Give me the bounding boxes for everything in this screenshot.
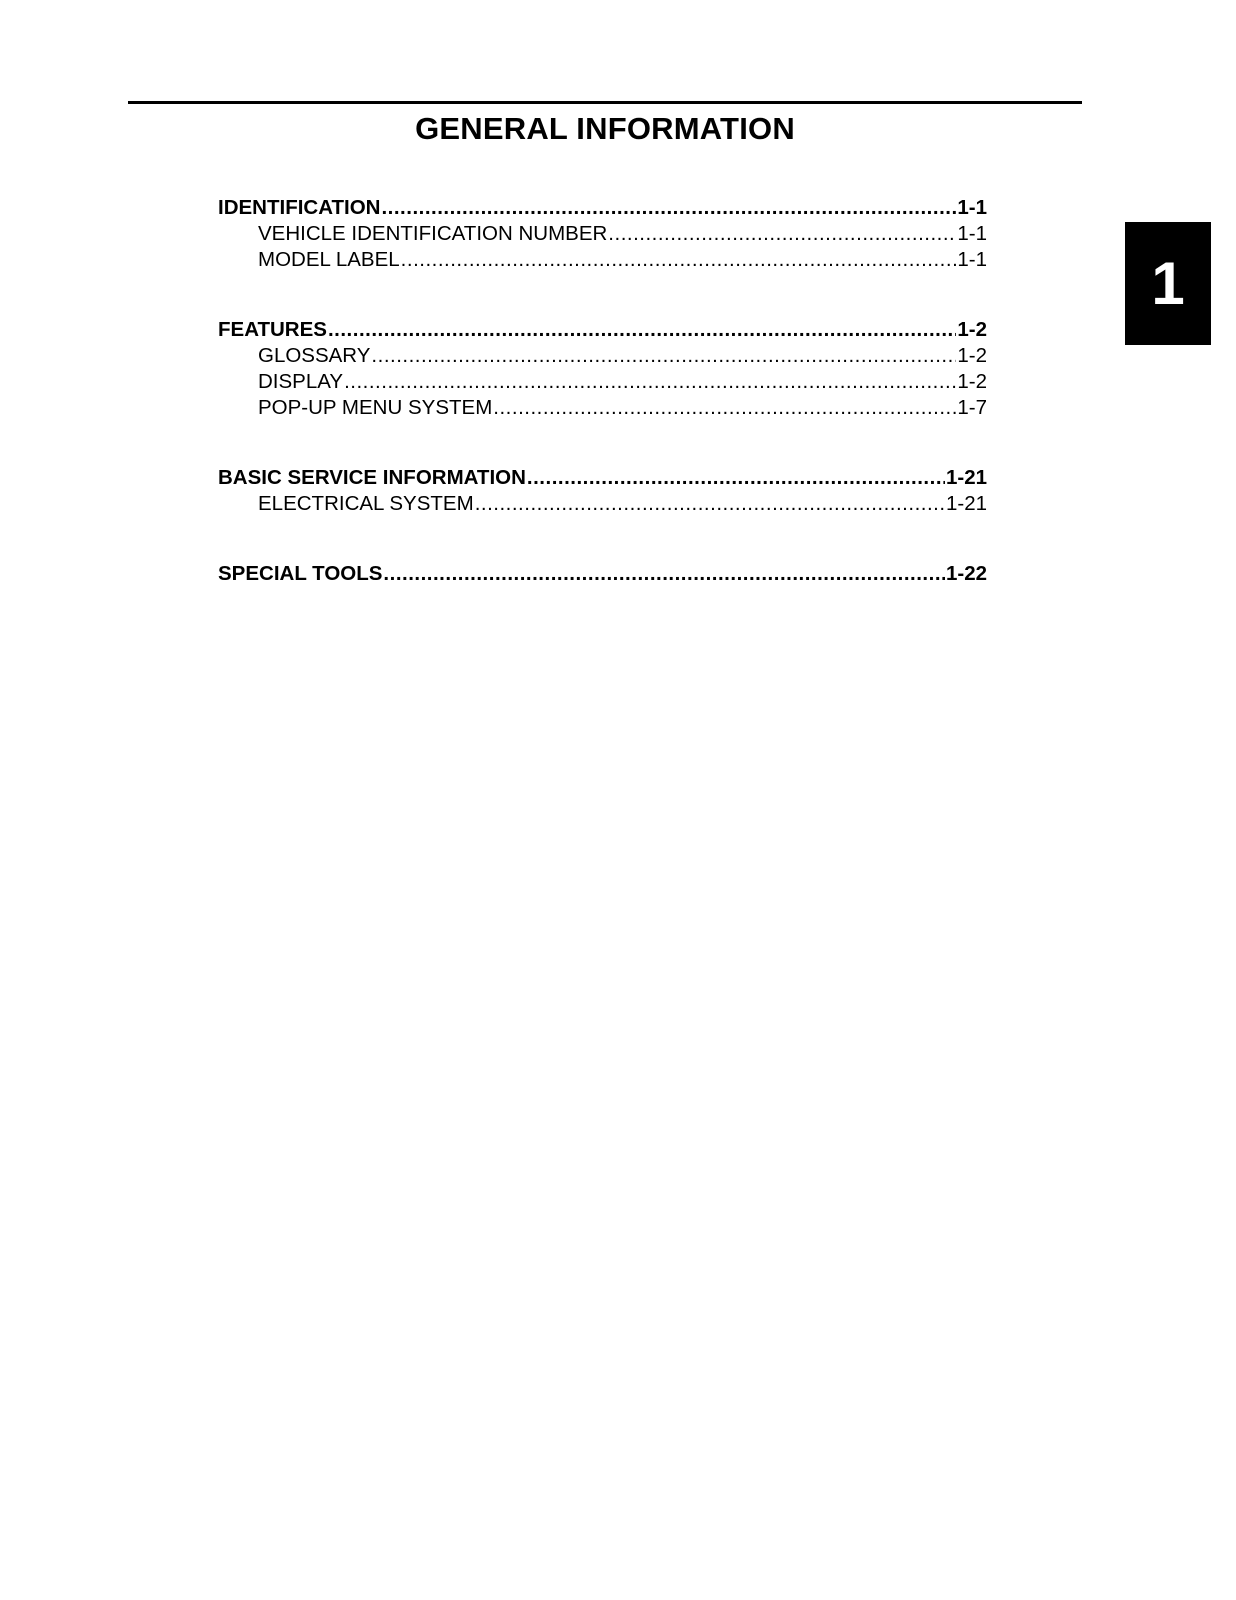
- toc-section-special-tools: [218, 561, 987, 587]
- dot-leader: [401, 247, 957, 273]
- dot-leader: [383, 561, 945, 587]
- toc-entry-page: 1-1: [957, 196, 987, 219]
- toc-entry-label: VEHICLE IDENTIFICATION NUMBER: [258, 222, 608, 245]
- toc-entry-label: POP-UP MENU SYSTEM: [258, 396, 493, 419]
- dot-leader: [608, 221, 956, 247]
- toc-entry-glossary[interactable]: [218, 343, 987, 369]
- toc-entry-electrical-system[interactable]: [218, 491, 987, 517]
- dot-leader: [371, 343, 956, 369]
- dot-leader: [381, 195, 956, 221]
- toc-entry-label: BASIC SERVICE INFORMATION: [218, 466, 526, 489]
- toc-entry-page: 1-21: [945, 492, 987, 515]
- toc-entry-page: 1-2: [957, 318, 987, 341]
- dot-leader: [493, 395, 956, 421]
- dot-leader: [344, 369, 956, 395]
- toc-entry-page: 1-7: [957, 396, 987, 419]
- toc-section-basic-service-information: [218, 465, 987, 517]
- chapter-tab: 1: [1125, 222, 1211, 345]
- toc-entry-label: SPECIAL TOOLS: [218, 562, 383, 585]
- toc-entry-page: 1-2: [957, 344, 987, 367]
- toc-entry-vehicle-identification-number[interactable]: [218, 221, 987, 247]
- toc-entry-pop-up-menu-system[interactable]: [218, 395, 987, 421]
- toc-entry-label: ELECTRICAL SYSTEM: [258, 492, 474, 515]
- toc-entry-label: IDENTIFICATION: [218, 196, 381, 219]
- dot-leader: [328, 317, 956, 343]
- toc-entry-page: 1-21: [945, 466, 987, 489]
- toc-entry-features[interactable]: [218, 317, 987, 343]
- toc-entry-label: MODEL LABEL: [258, 248, 400, 271]
- toc-section-identification: [218, 195, 987, 273]
- toc-entry-model-label[interactable]: [218, 247, 987, 273]
- toc-entry-page: 1-22: [945, 562, 987, 585]
- toc-section-features: [218, 317, 987, 421]
- toc-entry-page: 1-2: [957, 370, 987, 393]
- toc-entry-page: 1-1: [957, 248, 987, 271]
- toc-entry-identification[interactable]: [218, 195, 987, 221]
- toc-entry-label: DISPLAY: [258, 370, 344, 393]
- table-of-contents: [218, 195, 987, 631]
- toc-entry-label: GLOSSARY: [258, 344, 371, 367]
- toc-entry-special-tools[interactable]: [218, 561, 987, 587]
- top-rule: [128, 101, 1082, 104]
- toc-entry-basic-service-information[interactable]: [218, 465, 987, 491]
- dot-leader: [527, 465, 945, 491]
- toc-entry-display[interactable]: [218, 369, 987, 395]
- dot-leader: [475, 491, 945, 517]
- toc-entry-label: FEATURES: [218, 318, 327, 341]
- toc-entry-page: 1-1: [957, 222, 987, 245]
- page-title: GENERAL INFORMATION: [415, 111, 795, 146]
